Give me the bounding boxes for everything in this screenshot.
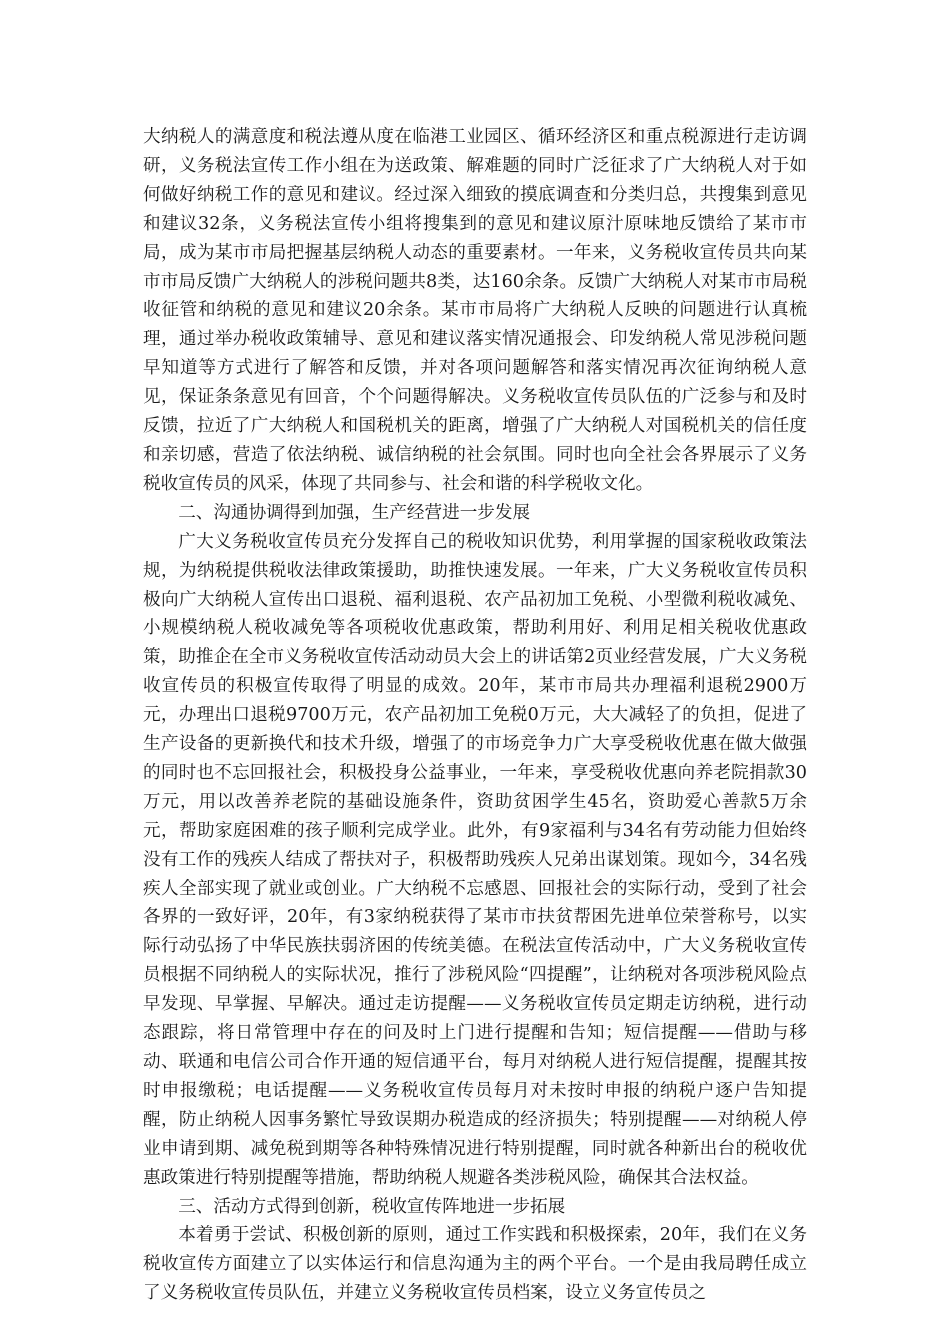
section-heading-2: 二、沟通协调得到加强，生产经营进一步发展 [178, 502, 531, 523]
paragraph-continued: 大纳税人的满意度和税法遵从度在临港工业园区、循环经济区和重点税源进行走访调研，义务税法宣传工作小组在为送政策、解难题的同时广泛征求了广大纳税人对于如何做好纳税工作的意见和建议。经过深入细致的摸底调查和分类归总，共搜集到意见和建议32条，义务税法宣传小组将搜集到的意见和建议原汁原味地反馈给了某市市局，成为某市市局把握基层纳税人动态的重要素材。一年来，义务税收宣传员共向某市市局反馈广大纳税人的涉税问题共8类，达160余条。反馈广大纳税人对某市市局税收征管和纳税的意见和建议20余条。某市市局将广大纳税人反映的问题进行认真梳理，通过举办税收政策辅导、意见和建议落实情况通报会、印发纳税人常见涉税问题早知道等方式进行了解答和反馈，并对各项问题解答和落实情况再次征询纳税人意见，保证条条意见有回音，个个问题得解决。义务税收宣传员队伍的广泛参与和及时反馈，拉近了广大纳税人和国税机关的距离，增强了广大纳税人对国税机关的信任度和亲切感，营造了依法纳税、诚信纳税的社会氛围。同时也向全社会各界展示了义务税收宣传员的风采，体现了共同参与、社会和谐的科学税收文化。 [143, 127, 807, 494]
paragraph-section-2: 广大义务税收宣传员充分发挥自己的税收知识优势，利用掌握的国家税收政策法规，为纳税提供税收法律政策援助，助推快速发展。一年来，广大义务税收宣传员积极向广大纳税人宣传出口退税、福利退税、农产品初加工免税、小型微利税收减免、小规模纳税人税收减免等各项税收优惠政策，帮助利用好、利用足相关税收优惠政策，助推企在全市义务税收宣传活动动员大会上的讲话第2页业经营发展，广大义务税收宣传员的积极宣传取得了明显的成效。20年，某市市局共办理福利退税2900万元，办理出口退税9700万元，农产品初加工免税0万元，大大减轻了的负担，促进了生产设备的更新换代和技术升级，增强了的市场竞争力广大享受税收优惠在做大做强的同时也不忘回报社会，积极投身公益事业，一年来，享受税收优惠向养老院捐款30万元，用以改善养老院的基础设施条件，资助贫困学生45名，资助爱心善款5万余元，帮助家庭困难的孩子顺利完成学业。此外，有9家福利与34名有劳动能力但始终没有工作的残疾人结成了帮扶对子，积极帮助残疾人兄弟出谋划策。现如今，34名残疾人全部实现了就业或创业。广大纳税不忘感恩、回报社会的实际行动，受到了社会各界的一致好评，20年，有3家纳税获得了某市市扶贫帮困先进单位荣誉称号，以实际行动弘扬了中华民族扶弱济困的传统美德。在税法宣传活动中，广大义务税收宣传员根据不同纳税人的实际状况，推行了涉税风险“四提醒”，让纳税对各项涉税风险点早发现、早掌握、早解决。通过走访提醒——义务税收宣传员定期走访纳税，进行动态跟踪，将日常管理中存在的问及时上门进行提醒和告知；短信提醒——借助与移动、联通和电信公司合作开通的短信通平台，每月对纳税人进行短信提醒，提醒其按时申报缴税；电话提醒——义务税收宣传员每月对未按时申报的纳税户逐户告知提醒，防止纳税人因事务繁忙导致误期办税造成的经济损失；特别提醒——对纳税人停业申请到期、减免税到期等各种特殊情况进行特别提醒，同时就各种新出台的税收优惠政策进行特别提醒等措施，帮助纳税人规避各类涉税风险，确保其合法权益。 [143, 531, 807, 1188]
document-body [143, 123, 807, 1308]
section-heading-3: 三、活动方式得到创新，税收宣传阵地进一步拓展 [178, 1196, 566, 1217]
paragraph-section-3: 本着勇于尝试、积极创新的原则，通过工作实践和积极探索，20年，我们在义务税收宣传方面建立了以实体运行和信息沟通为主的两个平台。一个是由我局聘任成立了义务税收宣传员队伍，并建立义务税收宣传员档案，设立义务宣传员之 [143, 1225, 807, 1304]
